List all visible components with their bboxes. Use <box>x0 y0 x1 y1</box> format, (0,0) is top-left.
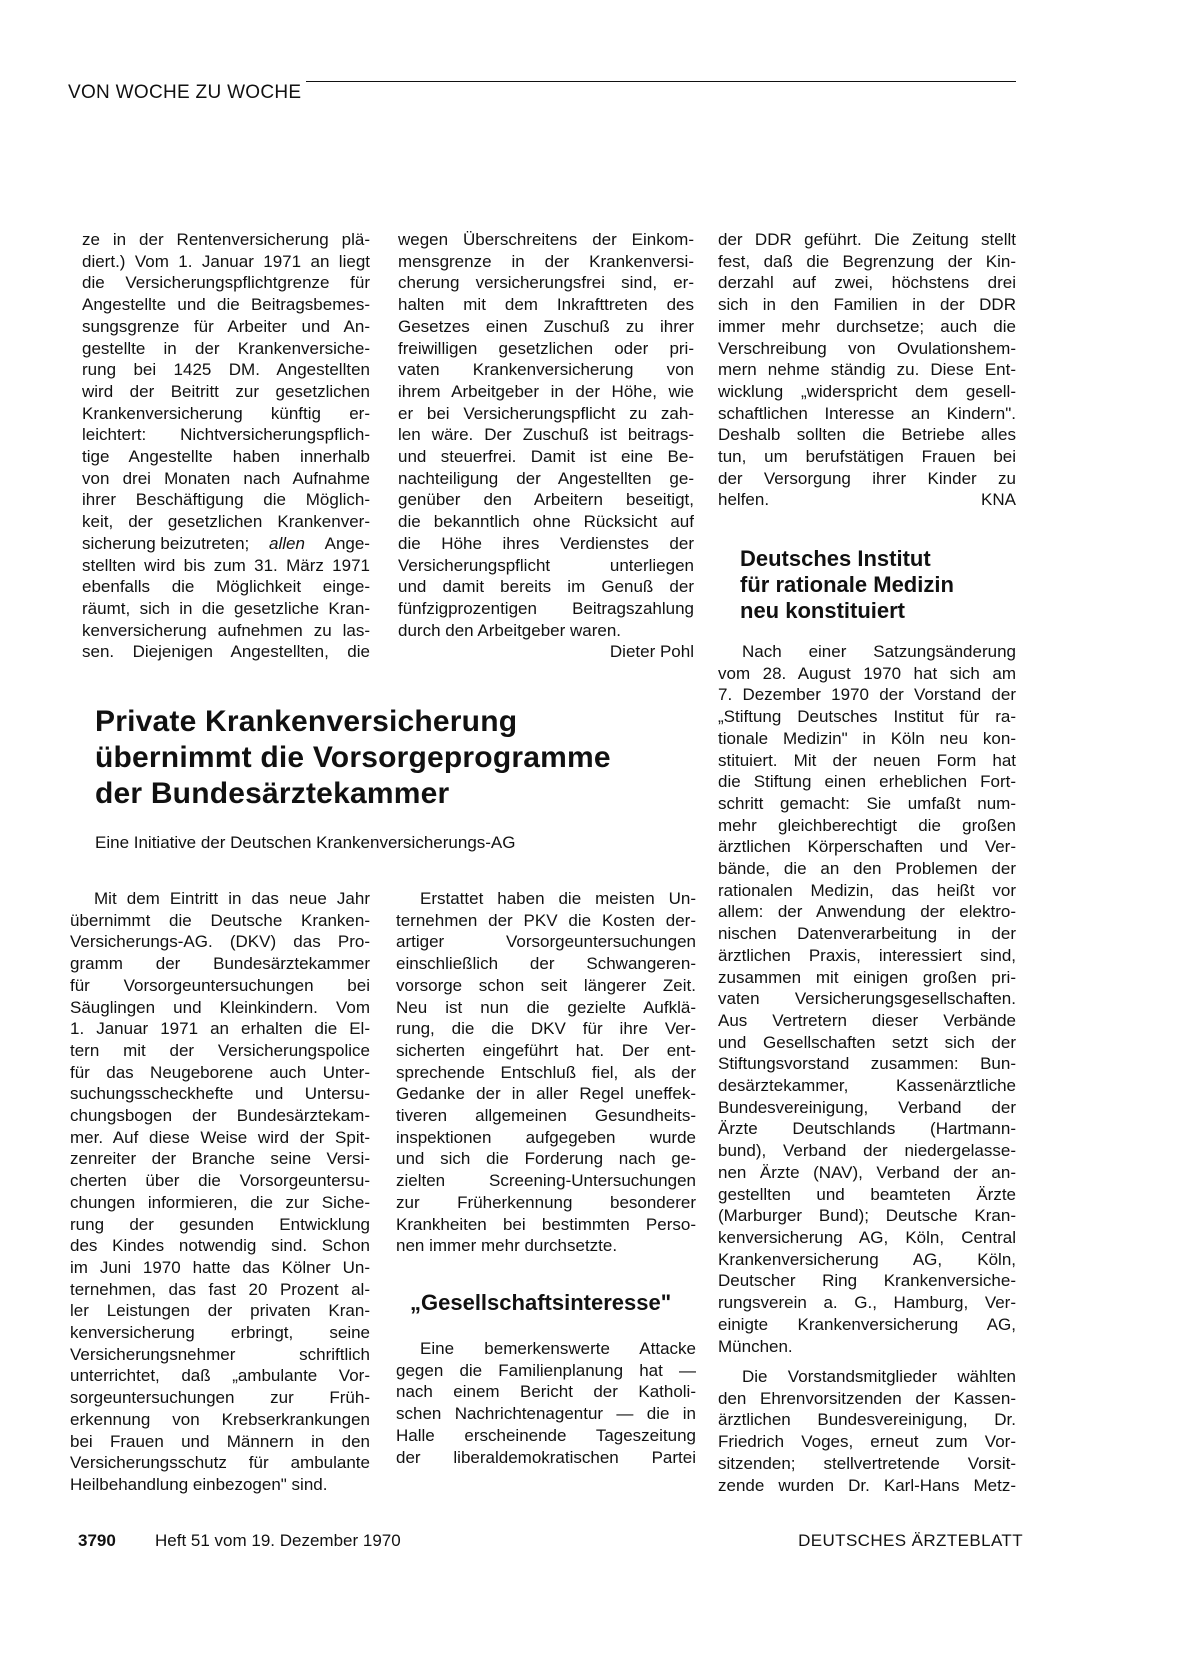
text-line: derzahl auf zwei, höchstens drei <box>718 273 1016 293</box>
text-line: Krankenversicherung künftig er- <box>82 403 370 423</box>
text-line: gramm der Bundesärztekammer <box>70 954 370 974</box>
text-line: artiger Vorsorgeuntersuchungen <box>396 932 696 952</box>
text-line: ärztlichen Körperschaften und Ver- <box>718 837 1016 857</box>
text-line: nach einem Bericht der Katholi- <box>396 1382 696 1402</box>
headline-line: Private Krankenversicherung <box>95 705 518 738</box>
text-line: chungsbogen der Bundesärztekam- <box>70 1106 370 1126</box>
text-line: unterrichtet, daß „ambulante Vor- <box>70 1366 370 1386</box>
text-line: vorsorge schon seit längerer Zeit. <box>396 975 696 995</box>
text-line: Gedanke der in aller Regel uneffek- <box>396 1084 696 1104</box>
text-line: einigte Krankenversicherung AG, <box>718 1314 1016 1334</box>
text-line: cherung versicherungsfrei sind, er- <box>398 273 694 293</box>
text-line: stellten wird bis zum 31. März 1971 <box>82 555 370 575</box>
text-line: 7. Dezember 1970 der Vorstand der <box>718 685 1016 705</box>
text-line: einschließlich der Schwangeren- <box>396 954 696 974</box>
text-line: zende wurden Dr. Karl-Hans Metz- <box>718 1475 1016 1495</box>
text-line: Krankenversicherung AG, Köln, <box>718 1249 1016 1269</box>
text-line: die Stiftung einen erheblichen Fort- <box>718 772 1016 792</box>
text-line: ebenfalls die Möglichkeit einge- <box>82 577 370 597</box>
text-line: vaten Versicherungsgesellschaften. <box>718 989 1016 1009</box>
text-line: Friedrich Voges, erneut zum Vor- <box>718 1432 1016 1452</box>
column1-top-text <box>82 229 370 663</box>
text-line: tun, um berufstätigen Frauen bei <box>718 447 1016 467</box>
text-line: rung, die die DKV für ihre Ver- <box>396 1019 696 1039</box>
text-line: (Marburger Bund); Deutsche Kran- <box>718 1206 1016 1226</box>
text-line: inspektionen aufgegeben wurde <box>396 1127 696 1147</box>
section-label: VON WOCHE ZU WOCHE <box>68 82 302 103</box>
text-line: durch den Arbeitgeber waren. <box>398 620 622 640</box>
text-line: kenversicherung AG, Köln, Central <box>718 1227 1016 1247</box>
institut-headline <box>740 546 1016 624</box>
text-line: Stiftungsvorstand zusammen: Bun- <box>718 1054 1016 1074</box>
text-line: kenversicherung aufnehmen zu las- <box>82 620 370 640</box>
text-line: Versicherungsschutz für ambulante <box>70 1453 370 1473</box>
text-line: desärztekammer, Kassenärztliche <box>718 1076 1016 1096</box>
text-line: immer mehr durchsetze; auch die <box>718 316 1016 336</box>
text-line: tiveren allgemeinen Gesundheits- <box>396 1106 696 1126</box>
text-line: Halle erscheinende Tageszeitung <box>396 1425 696 1445</box>
headline-line: neu konstituiert <box>740 598 906 623</box>
text-line: Erstattet haben die meisten Un- <box>420 889 696 908</box>
text-line: übernimmt die Deutsche Kranken- <box>70 910 370 930</box>
pkv-column1 <box>70 888 370 1496</box>
text-line: mer. Auf diese Weise wird der Spit- <box>70 1127 370 1147</box>
text-line: Deshalb sollten die Betriebe alles <box>718 425 1016 445</box>
text-line: ze in der Rentenversicherung plä- <box>82 230 370 249</box>
text-line: die Höhe ihres Verdienstes der <box>398 533 694 553</box>
text-line: kenversicherung erbringt, seine <box>70 1323 370 1343</box>
source-credit: KNA <box>981 490 1016 510</box>
text-line: fest, daß die Begrenzung der Kin- <box>718 251 1016 271</box>
text-line <box>82 533 370 555</box>
text-fragment: sicherung beizutreten; <box>82 533 250 553</box>
text-line: für das Neugeborene auch Unter- <box>70 1062 370 1082</box>
text-line: tionale Medizin" in Köln neu kon- <box>718 728 1016 748</box>
text-line: zusammen mit einigen großen pri- <box>718 967 1016 987</box>
pkv-subheadline: Eine Initiative der Deutschen Krankenversicherungs-AG <box>95 833 516 852</box>
text-line: mehr gleichberechtigt die großen <box>718 815 1016 835</box>
text-line: schritt gemacht: Sie umfaßt num- <box>718 793 1016 813</box>
text-line: sitzenden; stellvertretende Vorsit- <box>718 1453 1016 1473</box>
author-signature: Dieter Pohl <box>609 642 694 662</box>
text-line: suchungsscheckhefte und Untersu- <box>70 1084 370 1104</box>
text-line: schaftlichen Interesse an Kindern". <box>718 403 1016 423</box>
issue-info: Heft 51 vom 19. Dezember 1970 <box>155 1531 401 1550</box>
text-line: Mit dem Eintritt in das neue Jahr <box>94 889 370 908</box>
text-line: zenreiter der Branche seine Versi- <box>70 1149 370 1169</box>
page-number: 3790 <box>78 1531 116 1550</box>
text-line: fünfzigprozentigen Beitragszahlung <box>398 598 694 618</box>
pkv-column2 <box>396 888 696 1257</box>
pkv-column2-after <box>396 1338 696 1468</box>
text-line: len wäre. Der Zuschuß ist beitrags- <box>398 425 694 445</box>
text-line: tige Angestellte haben innerhalb <box>82 447 370 467</box>
text-line: erkennung von Krebserkrankungen <box>70 1409 370 1429</box>
text-line: rung der gesunden Entwicklung <box>70 1214 370 1234</box>
text-line: er bei Versicherungspflicht zu zah- <box>398 403 694 423</box>
text-line: Deutscher Ring Krankenversiche- <box>718 1271 1016 1291</box>
text-fragment: helfen. <box>718 490 770 510</box>
text-line: zielten Screening-Untersuchungen <box>396 1171 696 1191</box>
column2-top-text <box>398 229 694 663</box>
text-line: sicherten eingeführt hat. Der ent- <box>396 1040 696 1060</box>
text-line: Säuglingen und Kleinkindern. Vom <box>70 997 370 1017</box>
text-line: chungen informieren, die zur Siche- <box>70 1192 370 1212</box>
text-line: Gesetzes einen Zuschuß zu ihrer <box>398 316 694 336</box>
text-line: ärztlichen Praxis, interessiert sind, <box>718 945 1016 965</box>
pkv-headline <box>95 704 695 812</box>
text-fragment: Ange- <box>324 533 370 553</box>
text-line: sorgeuntersuchungen zur Früh- <box>70 1388 370 1408</box>
text-line: allem: der Anwendung der elektro- <box>718 902 1016 922</box>
text-line: die Versicherungspflichtgrenze für <box>82 273 370 293</box>
text-line: Neu ist nun die gezielte Aufklä- <box>396 997 696 1017</box>
headline-line: übernimmt die Vorsorgeprogramme <box>95 741 611 774</box>
text-line: der DDR geführt. Die Zeitung stellt <box>718 230 1016 249</box>
text-line: freiwilligen gesetzlichen oder pri- <box>398 338 694 358</box>
headline-line: Deutsches Institut <box>740 546 931 571</box>
text-line: Ärzte Deutschlands (Hartmann- <box>718 1119 1016 1139</box>
text-line: Bundesvereinigung, Verband der <box>718 1097 1016 1117</box>
text-line: bund), Verband der niedergelasse- <box>718 1141 1016 1161</box>
text-line: der Versorgung ihrer Kinder zu <box>718 468 1016 488</box>
text-line: ihrer Beschäftigung die Möglich- <box>82 490 370 510</box>
text-line: für Vorsorgeuntersuchungen bei <box>70 975 370 995</box>
text-line: sprechende Entschluß fiel, als der <box>396 1062 696 1082</box>
text-line: rungsverein a. G., Hamburg, Ver- <box>718 1293 1016 1313</box>
headline-line: für rationale Medizin <box>740 572 954 597</box>
text-line: der liberaldemokratischen Partei <box>396 1447 696 1467</box>
text-line: Krankheiten bei bestimmten Perso- <box>396 1214 696 1234</box>
text-line: bei Frauen und Männern in den <box>70 1431 370 1451</box>
institut-body-2 <box>718 1366 1016 1496</box>
text-line: sen. Diejenigen Angestellten, die <box>82 642 370 662</box>
text-line: sich in den Familien in der DDR <box>718 295 1016 315</box>
text-line: nischen Datenverarbeitung in der <box>718 924 1016 944</box>
text-line: Angestellte und die Beitragsbemes- <box>82 295 370 315</box>
text-line: Versicherungs-AG. (DKV) das Pro- <box>70 932 370 952</box>
text-line: vaten Krankenversicherung von <box>398 360 694 380</box>
text-line: nen immer mehr durchsetzte. <box>396 1236 618 1256</box>
text-line: mensgrenze in der Krankenversi- <box>398 251 694 271</box>
text-line: wegen Überschreitens der Einkom- <box>398 230 694 249</box>
text-line: vom 28. August 1970 hat sich am <box>718 663 1016 683</box>
text-line: im Juni 1970 hatte das Kölner Un- <box>70 1257 370 1277</box>
text-line: Aus Vertretern dieser Verbände <box>718 1010 1016 1030</box>
text-line: den Ehrenvorsitzenden der Kassen- <box>718 1388 1016 1408</box>
text-line: räumt, sich in die gesetzliche Kran- <box>82 598 370 618</box>
text-line: Versicherungspflicht unterliegen <box>398 555 694 575</box>
institut-body <box>718 641 1016 1357</box>
italic-word: allen <box>268 533 305 553</box>
text-line: keit, der gesetzlichen Krankenver- <box>82 512 370 532</box>
text-line: nachteiligung der Angestellten ge- <box>398 468 694 488</box>
header-rule <box>306 81 1016 82</box>
text-line: und sich die Forderung nach ge- <box>396 1149 696 1169</box>
text-line: wicklung „widerspricht dem gesell- <box>718 381 1016 401</box>
text-line: ternehmen der PKV die Kosten der- <box>396 910 696 930</box>
text-line: von drei Monaten nach Aufnahme <box>82 468 370 488</box>
text-line: ärztlichen Bundesvereinigung, Dr. <box>718 1410 1016 1430</box>
text-line: gestellten und beamteten Ärzte <box>718 1184 1016 1204</box>
text-line: München. <box>718 1336 793 1356</box>
text-line: rung bei 1425 DM. Angestellten <box>82 360 370 380</box>
text-line: Eine bemerkenswerte Attacke <box>420 1339 696 1358</box>
text-line: halten mit dem Inkrafttreten des <box>398 295 694 315</box>
text-line: „Stiftung Deutsches Institut für ra- <box>718 707 1016 727</box>
publication-name: DEUTSCHES ÄRZTEBLATT <box>798 1531 1023 1550</box>
text-line: gegen die Familienplanung hat — <box>396 1360 696 1380</box>
text-line: cherten über die Vorsorgeuntersu- <box>70 1171 370 1191</box>
subhead-text: „Gesellschaftsinteresse" <box>410 1290 672 1315</box>
text-line: des Kindes notwendig sind. Schon <box>70 1236 370 1256</box>
text-line: Die Vorstandsmitglieder wählten <box>742 1367 1016 1386</box>
text-line: rationalen Medizin, das heißt vor <box>718 880 1016 900</box>
text-line: ihrem Arbeitgeber in der Höhe, wie <box>398 381 694 401</box>
text-line: nen Ärzte (NAV), Verband der an- <box>718 1162 1016 1182</box>
text-line: gestellte in der Krankenversiche- <box>82 338 370 358</box>
text-line <box>718 489 1016 511</box>
text-line: und Gesellschaften setzt sich der <box>718 1032 1016 1052</box>
text-line: und steuerfrei. Damit ist eine Be- <box>398 447 694 467</box>
text-line: mern nehme ständig zu. Diese Ent- <box>718 360 1016 380</box>
text-line: wird der Beitritt zur gesetzlichen <box>82 381 370 401</box>
text-line: zur Früherkennung besonderer <box>396 1192 696 1212</box>
text-line: ternehmen, das fast 20 Prozent al- <box>70 1279 370 1299</box>
text-line: und damit bereits im Genuß der <box>398 577 694 597</box>
text-line: stituiert. Mit der neuen Form hat <box>718 750 1016 770</box>
column3-top-text <box>718 229 1016 511</box>
text-line: bände, die an den Problemen der <box>718 859 1016 879</box>
text-line: die bekanntlich ohne Rücksicht auf <box>398 512 694 532</box>
gesellschaftsinteresse-subhead <box>410 1290 700 1316</box>
text-line: diert.) Vom 1. Januar 1971 an liegt <box>82 251 370 271</box>
text-line: Versicherungsnehmer schriftlich <box>70 1344 370 1364</box>
text-line: tern mit der Versicherungspolice <box>70 1040 370 1060</box>
text-line: Nach einer Satzungsänderung <box>742 642 1016 661</box>
text-line: sungsgrenze für Arbeiter und An- <box>82 316 370 336</box>
text-line: Heilbehandlung einbezogen" sind. <box>70 1474 328 1494</box>
text-line: ler Leistungen der privaten Kran- <box>70 1301 370 1321</box>
text-line: Verschreibung von Ovulationshem- <box>718 338 1016 358</box>
text-line: 1. Januar 1971 an erhalten die El- <box>70 1019 370 1039</box>
headline-line: der Bundesärztekammer <box>95 777 450 810</box>
text-line: genüber den Arbeitern beseitigt, <box>398 490 694 510</box>
text-line: schen Nachrichtenagentur — die in <box>396 1404 696 1424</box>
text-line: leichtert: Nichtversicherungspflich- <box>82 425 370 445</box>
